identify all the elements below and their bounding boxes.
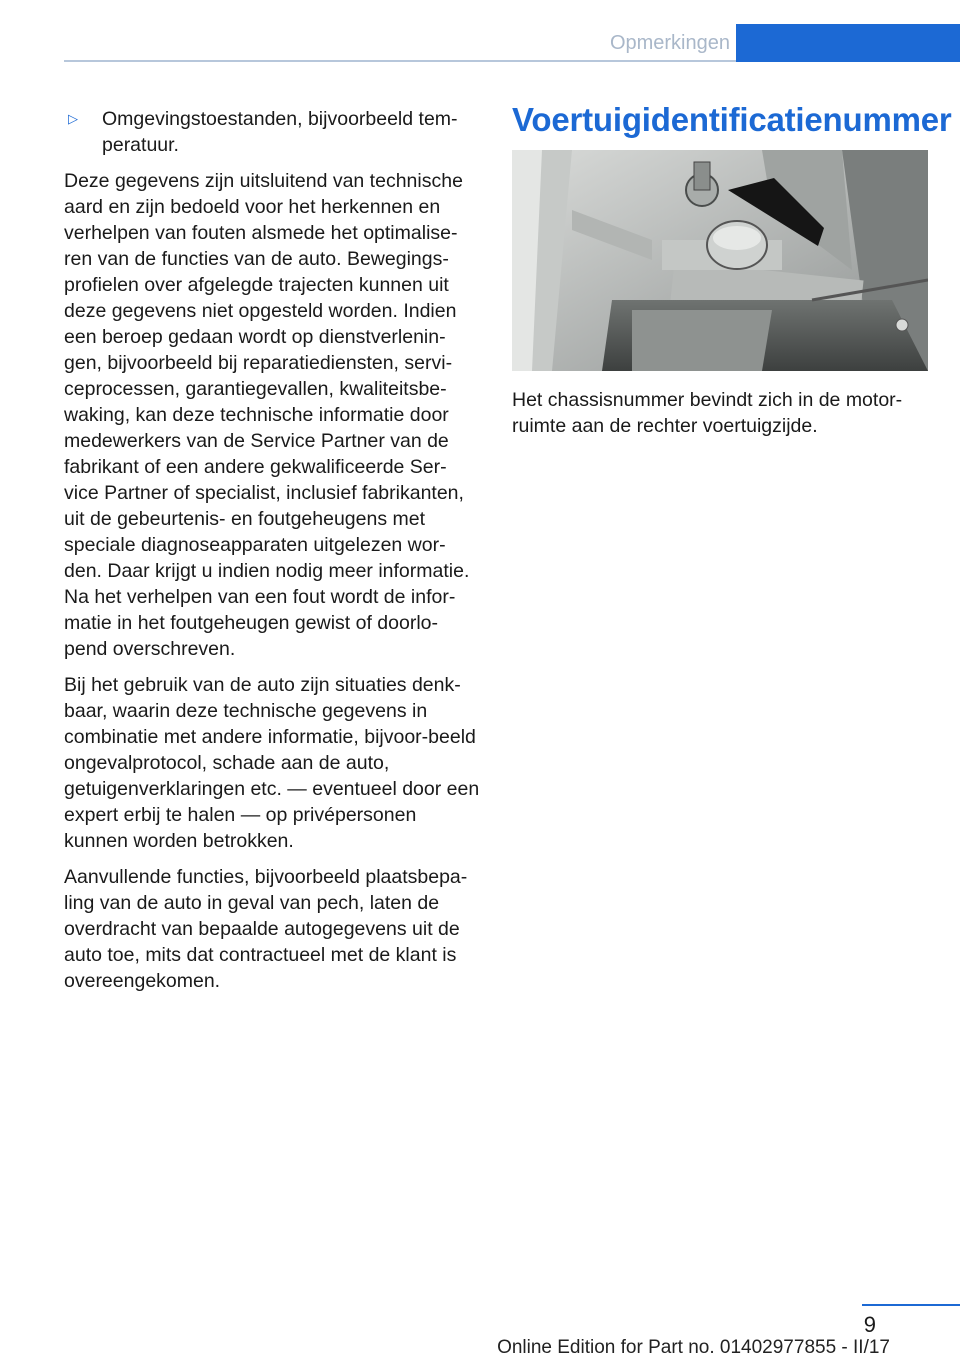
triangle-bullet-icon: ▷ (68, 111, 78, 126)
header-rule (64, 60, 736, 62)
page-number: 9 (863, 1312, 876, 1337)
engine-bay-photo (512, 150, 928, 371)
paragraph: Het chassisnummer bevindt zich in de motor‐ruimte aan de rechter voertuigzijde. (512, 389, 903, 437)
paragraph: Deze gegevens zijn uitsluitend van technische aard en zijn bedoeld voor het herkennen en verhelpen van fouten alsmede het optimalise‐ren van de functies van de auto. Bewegings‐profielen over afgelegde trajecten kunnen uit deze gegevens niet opgesteld worden. Indien een beroep gedaan wordt op dienstverlenin‐gen, bijvoorbeeld bij reparatiediensten, servi‐ceprocessen, garantiegevallen, kwaliteitsbe‐waking, kan deze technische informatie door medewerkers van de Service Partner van de fabrikant of een andere gekwalificeerde Ser‐vice Partner of specialist, inclusief fabrikanten, uit de gebeurtenis- en foutgeheugens met speciale diagnoseapparaten uitgelezen wor‐den. Daar krijgt u indien nodig meer informatie. Na het verhelpen van een fout wordt de infor‐matie in het foutgeheugen gewist of doorlo‐pend overschreven. (64, 170, 470, 660)
footer-rule (862, 1304, 960, 1306)
bullet-item (64, 106, 480, 158)
edition-footer: Online Edition for Part no. 01402977855 - II/17 (497, 1337, 890, 1358)
running-header-title: Opmerkingen (609, 32, 730, 54)
left-column (64, 106, 480, 1004)
paragraph: Bij het gebruik van de auto zijn situaties denk‐baar, waarin deze technische gegevens in combinatie met andere informatie, bijvoor‐beeld ongevalprotocol, schade aan de auto, getuigenverklaringen etc. — eventueel door een expert erbij te halen — op privépersonen kunnen worden betrokken. (64, 674, 480, 852)
right-column (512, 98, 952, 439)
bullet-text: Omgevingstoestanden, bijvoorbeeld tem‐peratuur. (102, 108, 458, 156)
section-heading: Voertuigidentificatienummer (512, 101, 952, 138)
header-accent-block (736, 24, 960, 62)
paragraph: Aanvullende functies, bijvoorbeeld plaatsbepa‐ling van de auto in geval van pech, laten de overdracht van bepaalde autogegevens uit de auto toe, mits dat contractueel met de klant is overeengekomen. (64, 866, 468, 992)
